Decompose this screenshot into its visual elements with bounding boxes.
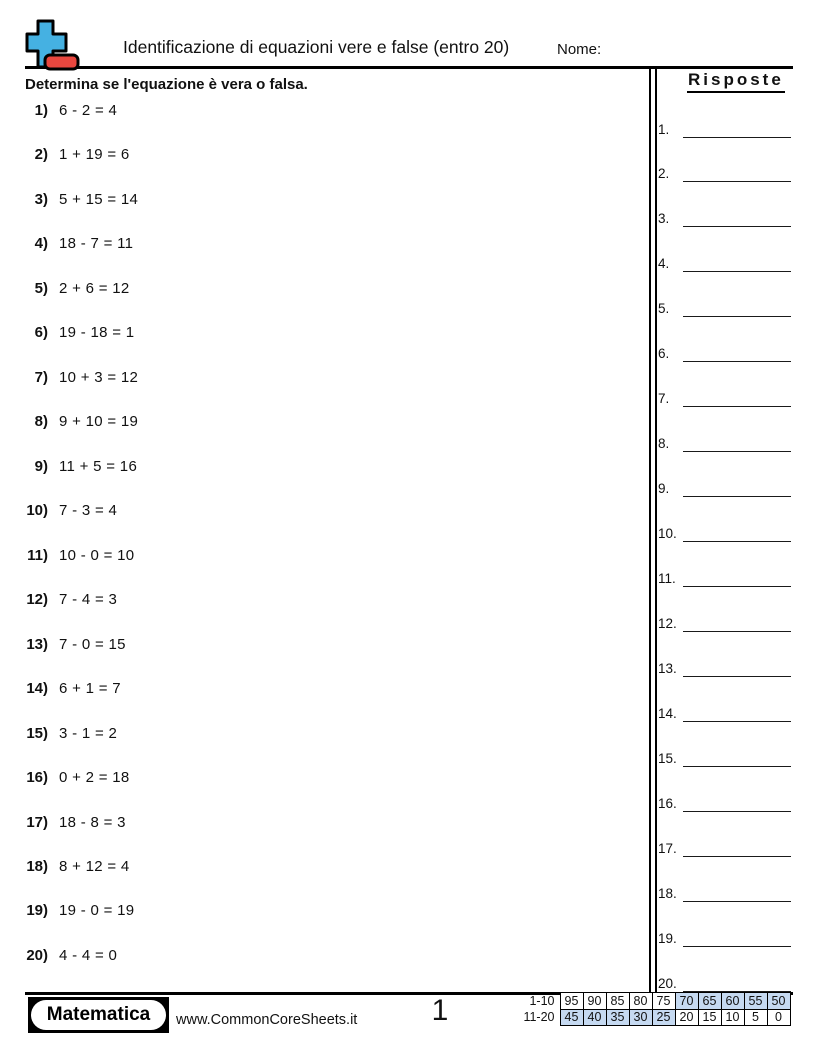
answer-row [658,611,792,632]
problem-equation: 6 - 2 = 4 [59,102,118,119]
answer-number: 3. [658,211,670,227]
answer-row [658,431,792,452]
problem-equation: 7 - 0 = 15 [59,635,126,653]
score-cell: 0 [767,1009,790,1026]
score-cell: 10 [721,1009,744,1026]
answer-row [658,836,792,857]
answer-number: 18. [658,885,677,901]
problem-equation: 18 - 7 = 11 [59,235,134,253]
score-range-label: 11-20 [523,1010,555,1025]
problem-equation: 9 + 10 = 19 [59,413,139,431]
answer-blank-line [683,541,791,542]
subject-badge-label: Matematica [31,1000,166,1030]
answer-row [658,881,792,902]
score-cell: 35 [606,1009,629,1026]
answer-row [658,251,792,272]
answer-row [658,971,792,992]
score-cell: 40 [583,1009,606,1026]
answer-row [658,701,792,722]
score-table-row [500,993,790,1010]
score-cell: 70 [675,993,698,1010]
answer-blank-line [683,406,791,407]
answer-blank-line [683,451,791,452]
problem-equation: 0 + 2 = 18 [59,769,130,787]
problem-number: 7) [34,368,48,386]
answer-blank-line [683,586,791,587]
problem-equation: 4 - 4 = 0 [59,946,118,964]
answer-number: 15. [658,750,677,766]
score-cell: 30 [629,1009,652,1026]
score-cell: 20 [675,1009,698,1026]
answer-row [658,117,792,138]
problem-number: 8) [34,413,48,431]
answer-blank-line [683,181,791,182]
answer-blank-line [683,316,791,317]
page-number: 1 [431,994,449,1027]
score-cell: 15 [698,1009,721,1026]
problem-number: 1) [34,102,48,119]
problem-equation: 19 - 0 = 19 [59,902,135,920]
answer-blank-line [683,766,791,767]
score-cell: 65 [698,993,721,1010]
answer-number: 16. [658,795,677,811]
problem-number: 16) [26,769,48,787]
score-range-label: 1-10 [529,993,555,1008]
score-reference-table [500,992,791,1026]
problem-equation: 2 + 6 = 12 [59,279,130,297]
website-url: www.CommonCoreSheets.it [176,1012,358,1028]
score-cell: 90 [583,993,606,1010]
subject-badge [28,997,169,1033]
answer-number: 17. [658,840,677,856]
score-cell: 75 [652,993,675,1010]
problem-number: 10) [26,502,48,520]
problem-number: 9) [34,457,48,475]
score-cell: 95 [560,993,583,1010]
problem-number: 17) [26,813,48,831]
answer-row [658,386,792,407]
answer-row [658,791,792,812]
problem-equation: 10 - 0 = 10 [59,546,135,564]
answer-blank-line [683,226,791,227]
score-cell: 5 [744,1009,767,1026]
page-title: Identificazione di equazioni vere e false (entro 20) [123,37,510,57]
problem-number: 19) [26,902,48,920]
answer-number: 1. [658,121,670,137]
answers-heading: Risposte [687,70,785,93]
answer-row [658,296,792,317]
problem-equation: 7 - 3 = 4 [59,502,118,520]
problem-number: 18) [26,857,48,875]
score-cell: 80 [629,993,652,1010]
answer-row [658,206,792,227]
problem-number: 5) [34,279,48,297]
answer-blank-line [683,811,791,812]
header-divider-line [25,66,793,69]
answer-blank-line [683,137,791,138]
answer-row [658,656,792,677]
answer-blank-line [683,856,791,857]
answer-number: 6. [658,346,670,362]
problem-equation: 18 - 8 = 3 [59,813,126,831]
answer-number: 10. [658,526,677,542]
problem-number: 11) [27,546,48,564]
problem-number: 14) [26,680,48,698]
instruction-text: Determina se l'equazione è vera o falsa. [25,76,308,93]
score-cell: 60 [721,993,744,1010]
score-cell: 50 [767,993,790,1010]
problem-equation: 19 - 18 = 1 [59,324,135,342]
problem-number: 12) [26,591,48,609]
problem-number: 13) [26,635,48,653]
answer-number: 14. [658,705,677,721]
answer-row [658,926,792,947]
problem-equation: 10 + 3 = 12 [59,368,139,386]
answer-blank-line [683,631,791,632]
problem-number: 2) [34,146,48,164]
score-cell: 45 [560,1009,583,1026]
answer-row [658,161,792,182]
plus-minus-logo-icon [24,13,82,73]
problem-number: 6) [34,324,48,342]
score-cell: 25 [652,1009,675,1026]
score-cell: 85 [606,993,629,1010]
answer-row [658,341,792,362]
name-label: Nome: [557,41,602,58]
problem-equation: 5 + 15 = 14 [59,190,139,208]
problem-number: 20) [26,946,48,964]
problem-number: 4) [34,235,48,253]
answer-number: 12. [658,615,677,631]
answer-number: 8. [658,436,670,452]
answer-number: 4. [658,256,670,272]
answer-row [658,476,792,497]
answer-blank-line [683,901,791,902]
answer-number: 11. [658,571,676,586]
answer-number: 19. [658,930,677,946]
score-table-row [500,1009,790,1026]
answer-number: 9. [658,481,670,497]
problem-equation: 7 - 4 = 3 [59,591,118,609]
answer-blank-line [683,946,791,947]
score-cell: 55 [744,993,767,1010]
answer-number: 5. [658,301,670,317]
problem-equation: 1 + 19 = 6 [59,146,130,164]
problem-number: 15) [26,724,48,742]
answer-number: 7. [658,391,670,407]
answer-row [658,746,792,767]
problem-number: 3) [34,190,48,208]
problem-equation: 3 - 1 = 2 [59,724,118,742]
problem-equation: 11 + 5 = 16 [59,457,138,475]
answer-number: 13. [658,660,677,676]
answer-number: 2. [658,166,670,182]
answer-number: 20. [658,975,677,991]
problem-equation: 6 + 1 = 7 [59,680,121,698]
answer-blank-line [683,271,791,272]
problem-equation: 8 + 12 = 4 [59,857,130,875]
answer-row [658,566,792,587]
answer-blank-line [683,361,791,362]
answer-blank-line [683,676,791,677]
score-table-body [500,993,790,1026]
answer-blank-line [683,721,791,722]
answer-blank-line [683,496,791,497]
answer-row [658,521,792,542]
